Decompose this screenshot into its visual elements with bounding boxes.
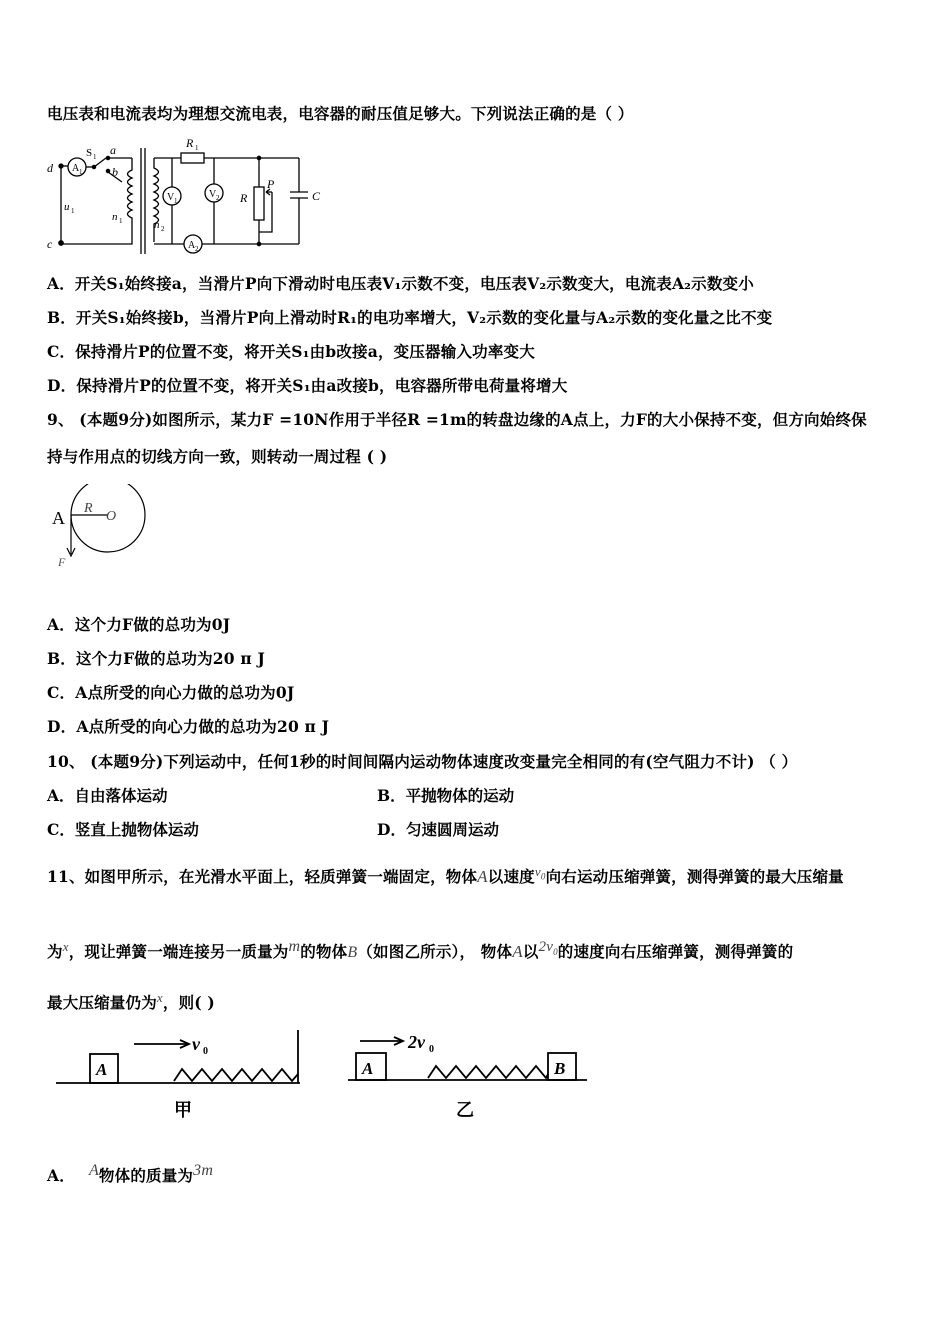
label-n1: n <box>112 211 118 223</box>
q9-stem-line1: 9、 (本题9分)如图所示，某力F =10N作用于半径R =1m的转盘边缘的A点上，力F的大小保持不变，但方向始终保 <box>47 410 867 429</box>
q10-stem: 10、 (本题9分)下列运动中，任何1秒的时间间隔内运动物体速度改变量完全相同的有(空气阻力不计) （ ） <box>47 752 798 771</box>
label-s1: S <box>86 147 93 159</box>
fig-yi-2v0: 2v <box>408 1032 425 1052</box>
label-a2: A <box>188 240 196 251</box>
svg-text:1: 1 <box>195 144 199 152</box>
symbol-b: B <box>347 944 358 962</box>
fig-jia-caption: 甲 <box>174 1100 192 1120</box>
svg-text:1: 1 <box>174 197 178 205</box>
q9-option-a: A．这个力F做的总功为0J <box>47 615 231 634</box>
fig9-label-r: R <box>84 501 93 516</box>
q8-option-b: B．开关S₁始终接b，当滑片P向上滑动时R₁的电功率增大，V₂示数的变化量与A₂示数的变化量之比不变 <box>47 308 773 327</box>
fig-yi-block-a: A <box>362 1059 374 1078</box>
svg-text:1: 1 <box>79 168 83 176</box>
label-n2: n <box>154 219 160 231</box>
q11-option-a: A． $^A$物体的质量为$^{3m}$ <box>47 1162 214 1186</box>
q10-option-c: C．竖直上抛物体运动 <box>47 820 199 839</box>
q11-stem-line3: 最大压缩量仍为$^x$，则( ) <box>47 990 215 1013</box>
q8-option-c: C．保持滑片P的位置不变，将开关S₁由b改接a，变压器输入功率变大 <box>47 342 535 361</box>
q11-stem-line1: 11、如图甲所示，在光滑水平面上，轻质弹簧一端固定，物体A以速度$^{v_0}$向右运动压缩弹簧，测得弹簧的最大压缩量 <box>47 864 844 887</box>
symbol-v0: v <box>534 864 541 879</box>
label-c: c <box>47 237 53 251</box>
q9-option-c: C．A点所受的向心力做的总功为0J <box>47 683 295 702</box>
svg-text:0: 0 <box>203 1046 208 1057</box>
label-b: b <box>112 165 118 179</box>
fig-jia-v0: v <box>192 1034 200 1054</box>
fig9-label-o: O <box>106 509 117 524</box>
label-capacitor: C <box>312 189 321 203</box>
label-p: P <box>267 177 275 191</box>
fig-yi-caption: 乙 <box>456 1100 474 1120</box>
svg-text:2: 2 <box>216 194 220 202</box>
label-d: d <box>47 161 53 175</box>
fig9-label-f: F <box>58 555 66 569</box>
symbol-a: A <box>477 867 488 887</box>
svg-text:0: 0 <box>429 1044 434 1055</box>
transformer-circuit-figure <box>44 132 344 260</box>
fig9-label-a: A <box>52 508 65 528</box>
svg-text:1: 1 <box>119 217 123 225</box>
fig-yi-block-b: B <box>554 1059 566 1078</box>
svg-text:2: 2 <box>161 225 165 233</box>
q10-option-a: A．自由落体运动 <box>47 786 168 805</box>
symbol-2v0: 2v <box>538 939 554 955</box>
q10-option-b: B．平抛物体的运动 <box>377 786 515 805</box>
q9-option-d: D．A点所受的向心力做的总功为20 π J <box>47 717 330 736</box>
turntable-figure <box>48 484 158 576</box>
q8-stem: 电压表和电流表均为理想交流电表，电容器的耐压值足够大。下列说法正确的是（ ） <box>47 104 634 123</box>
label-a: a <box>110 143 116 157</box>
fig-jia-block-a: A <box>96 1060 108 1079</box>
label-r1: R <box>186 136 194 150</box>
symbol-m: m <box>288 938 301 955</box>
q9-stem-line2: 持与作用点的切线方向一致，则转动一周过程 ( ) <box>47 447 388 466</box>
q8-option-d: D．保持滑片P的位置不变，将开关S₁由a改接b，电容器所带电荷量将增大 <box>47 376 568 395</box>
symbol-3m: 3m <box>193 1162 214 1179</box>
q11-stem-line2: 为$^x$，现让弹簧一端连接另一质量为$^m$的物体B（如图乙所示）， 物体A以$^{2v_0}$的速度向右压缩弹簧，测得弹簧的 <box>47 938 794 962</box>
q9-option-b: B．这个力F做的总功为20 π J <box>47 649 266 668</box>
label-u1: u <box>64 201 70 213</box>
label-r: R <box>240 191 248 205</box>
q8-option-a: A．开关S₁始终接a，当滑片P向下滑动时电压表V₁示数不变，电压表V₂示数变大，电流表A₂示数变小 <box>47 274 754 293</box>
label-v2: V <box>209 189 217 200</box>
label-a1: A <box>72 163 80 174</box>
svg-text:2: 2 <box>195 245 199 253</box>
svg-text:1: 1 <box>93 153 97 161</box>
label-v1: V <box>167 192 175 203</box>
symbol-x: x <box>62 939 69 954</box>
q10-option-d: D．匀速圆周运动 <box>377 820 499 839</box>
svg-text:1: 1 <box>71 207 75 215</box>
spring-figures <box>52 1024 597 1124</box>
